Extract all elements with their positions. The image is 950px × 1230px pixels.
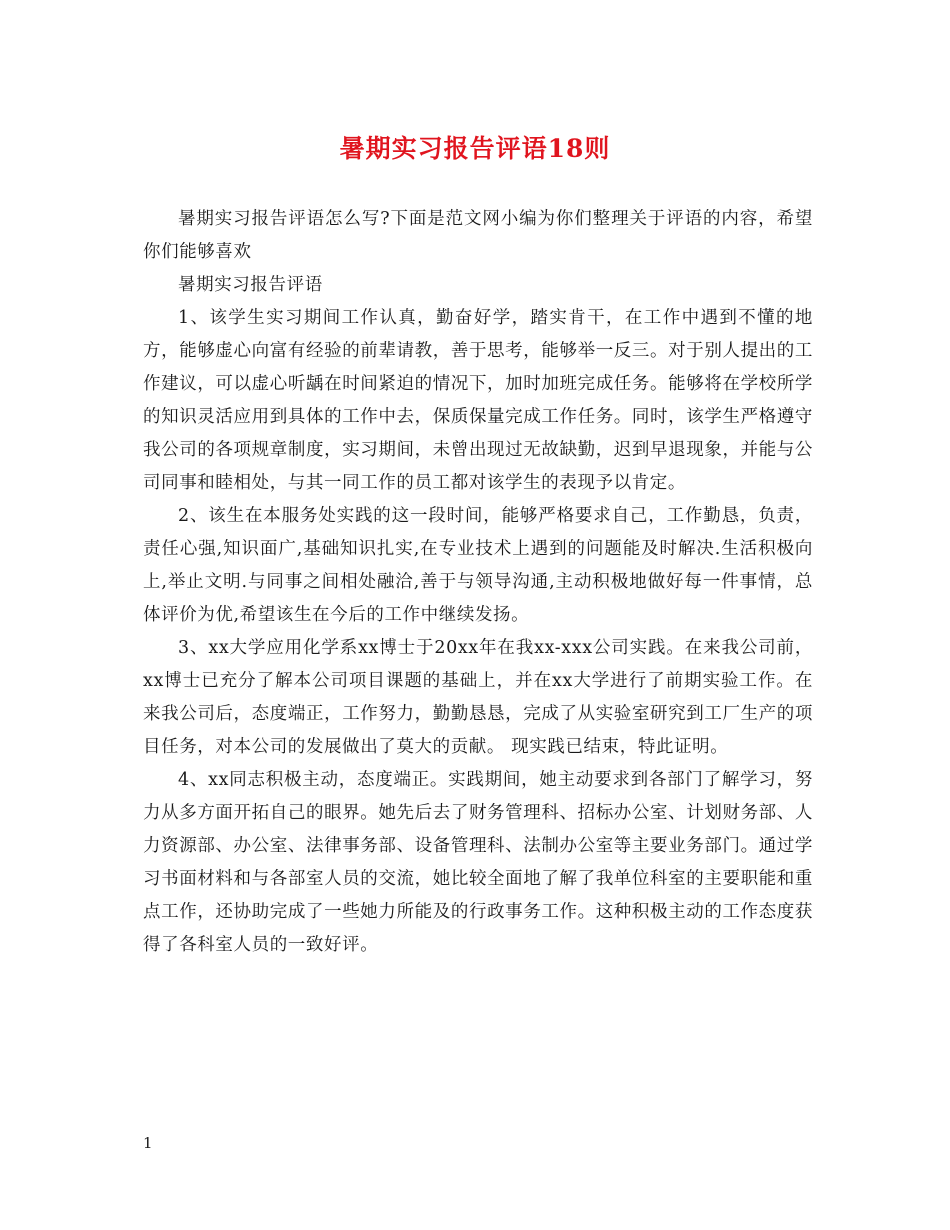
intro-paragraph: 暑期实习报告评语怎么写?下面是范文网小编为你们整理关于评语的内容，希望你们能够喜欢 [143,209,813,262]
comment-paragraph-4: 4、xx同志积极主动，态度端正。实践期间，她主动要求到各部门了解学习，努力从多方面开拓自己的眼界。她先后去了财务管理科、招标办公室、计划财务部、人力资源部、办公室、法律事务部、设备管理科、法制办公室等主要业务部门。通过学习书面材料和与各部室人员的交流，她比较全面地了解了我单位科室的主要职能和重点工作，还协助完成了一些她力所能及的行政事务工作。这种积极主动的工作态度获得了各科室人员的一致好评。 [143,770,813,955]
section-heading: 暑期实习报告评语 [178,275,323,295]
comment-paragraph-3: 3、xx大学应用化学系xx博士于20xx年在我xx-xxx公司实践。在来我公司前，xx博士已充分了解本公司项目课题的基础上，并在xx大学进行了前期实验工作。在来我公司后，态度端正，工作努力，勤勤恳恳，完成了从实验室研究到工厂生产的项目任务，对本公司的发展做出了莫大的贡献。 现实践已结束，特此证明。 [143,638,813,757]
page-number: 1 [143,1134,153,1152]
comment-paragraph-1: 1、该学生实习期间工作认真，勤奋好学，踏实肯干，在工作中遇到不懂的地方，能够虚心向富有经验的前辈请教，善于思考，能够举一反三。对于别人提出的工作建议，可以虚心听龋在时间紧迫的情况下，加时加班完成任务。能够将在学校所学的知识灵活应用到具体的工作中去，保质保量完成工作任务。同时，该学生严格遵守我公司的各项规章制度，实习期间，未曾出现过无故缺勤，迟到早退现象，并能与公司同事和睦相处，与其一同工作的员工都对该学生的表现予以肯定。 [143,308,813,493]
document-body [143,203,813,962]
document-title: 暑期实习报告评语18则 [339,134,611,163]
comment-paragraph-2: 2、该生在本服务处实践的这一段时间，能够严格要求自己，工作勤恳，负责，责任心强,知识面广,基础知识扎实,在专业技术上遇到的问题能及时解决.生活积极向上,举止文明.与同事之间相处融洽,善于与领导沟通,主动积极地做好每一件事情，总体评价为优,希望该生在今后的工作中继续发扬。 [143,506,813,625]
